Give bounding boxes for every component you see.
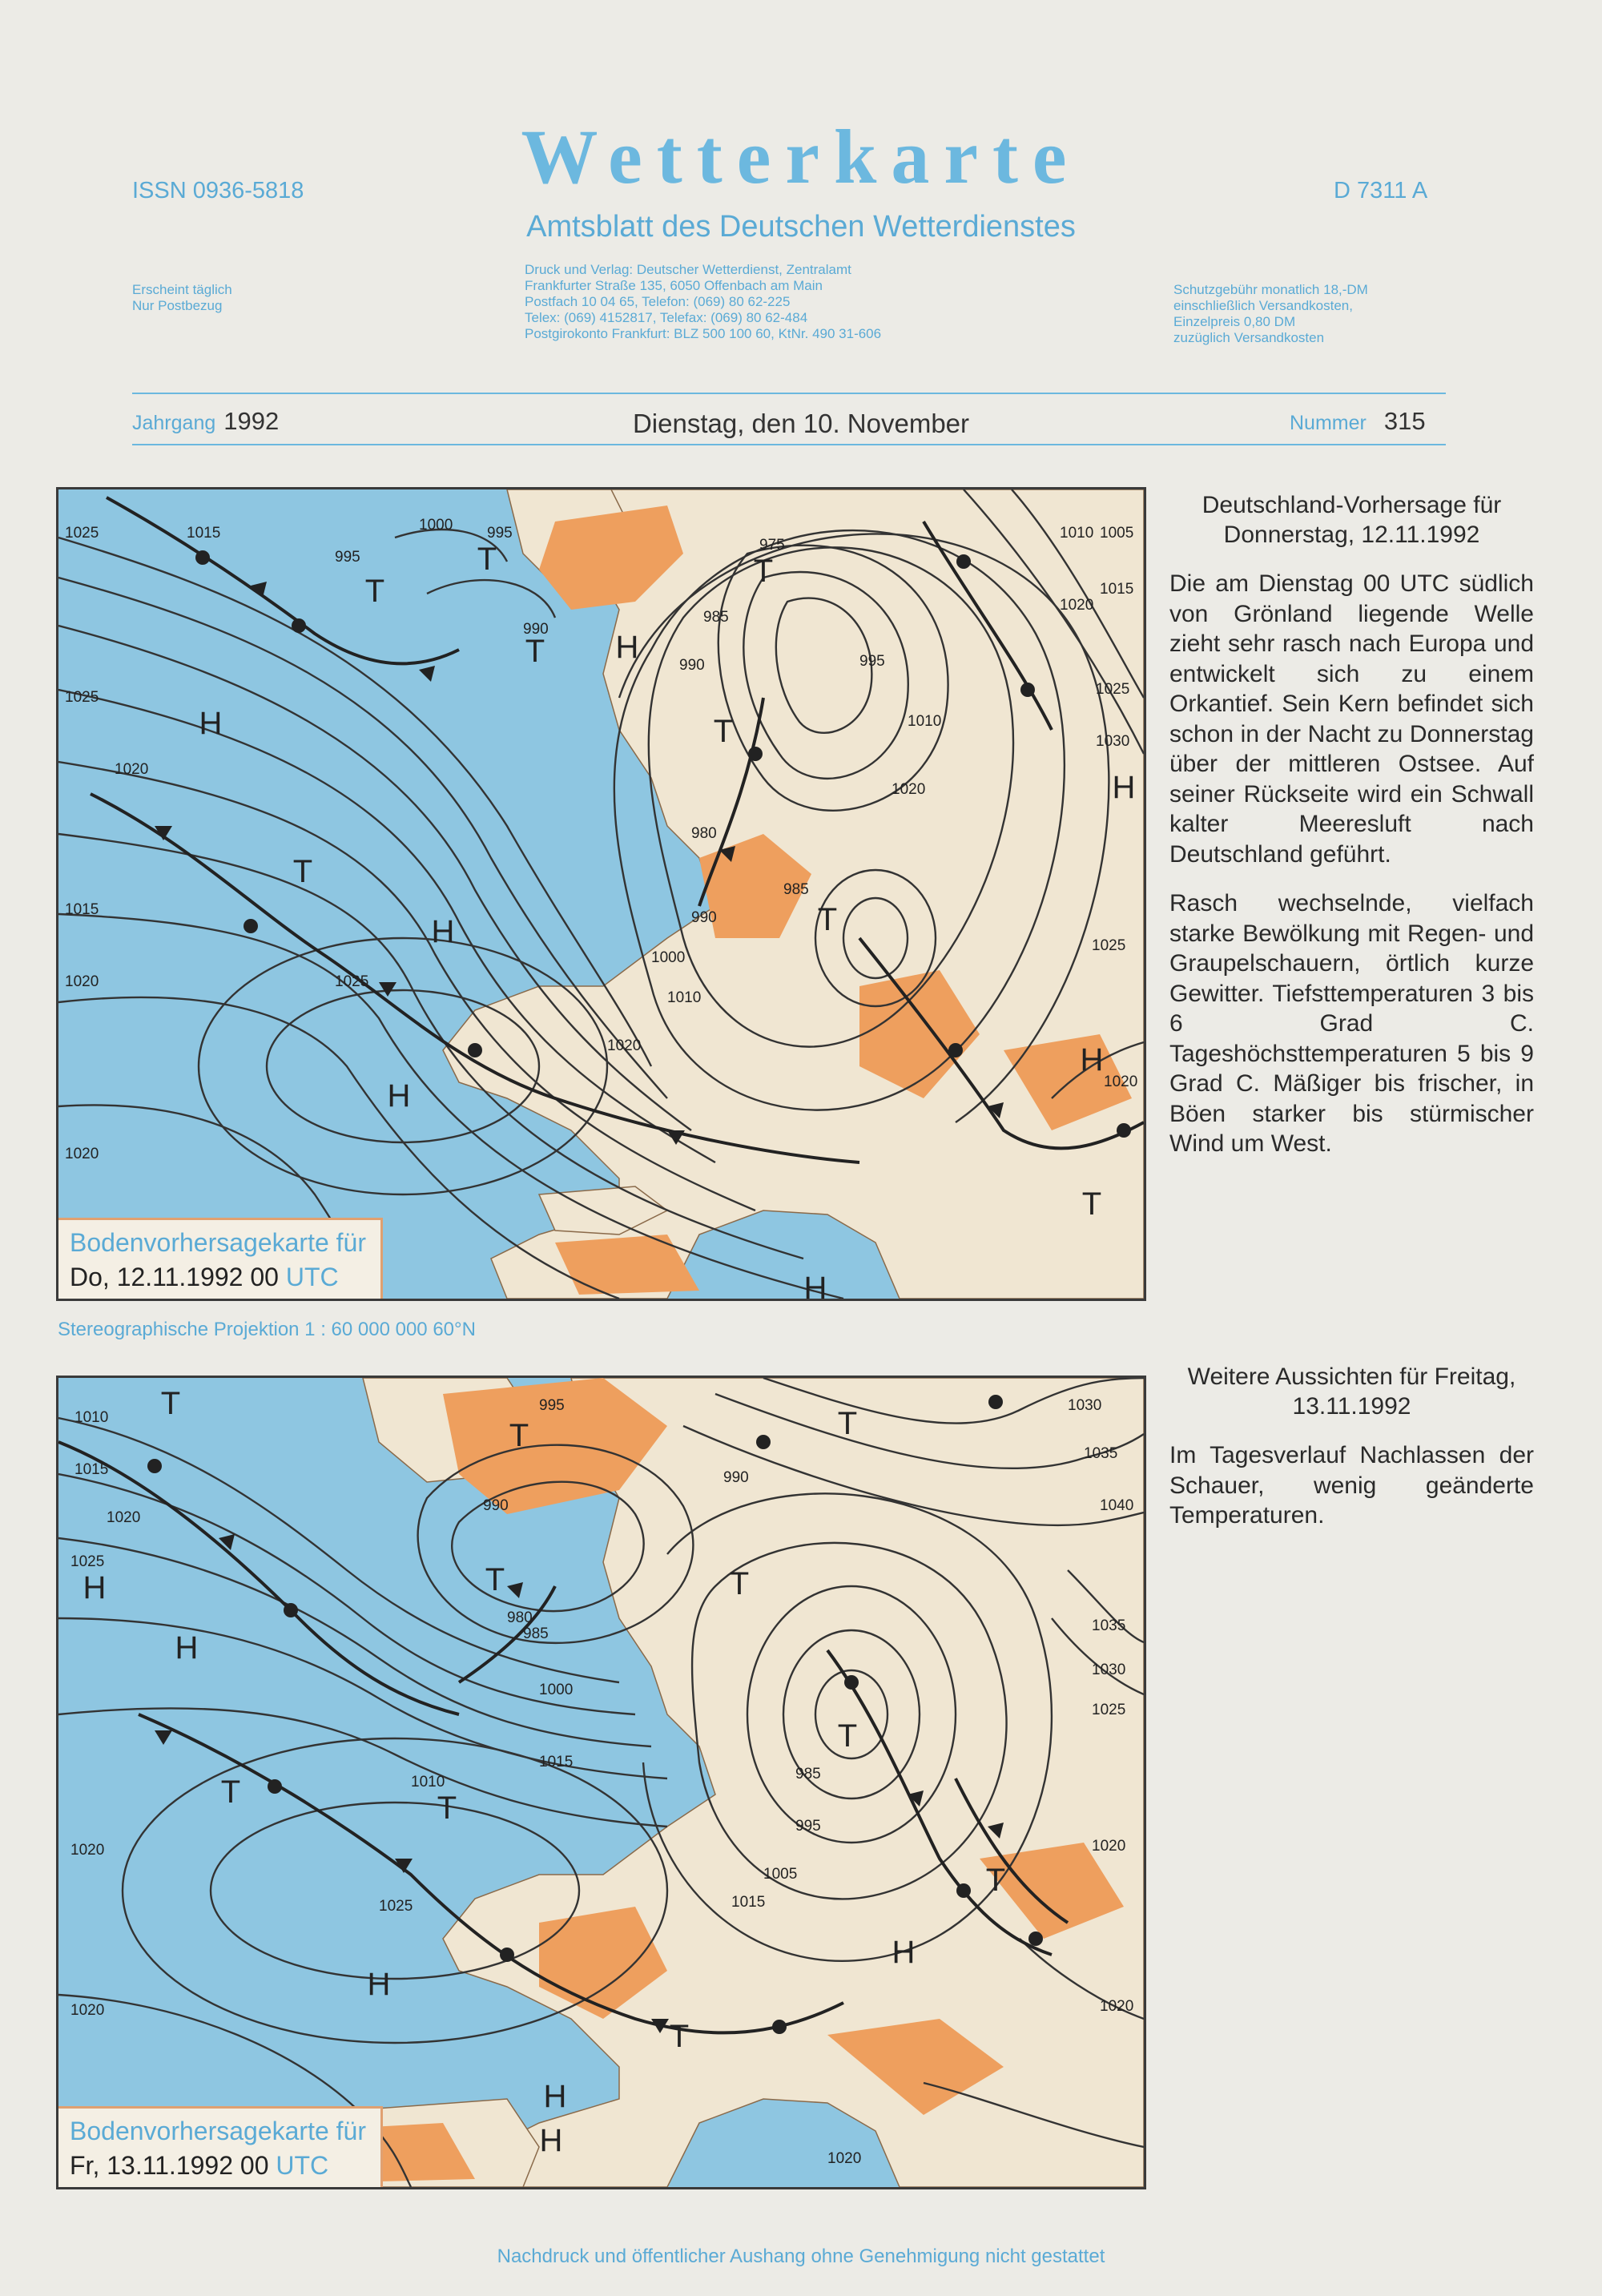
pressure-label: H [175, 1630, 199, 1666]
forecast-map-friday [56, 1376, 1146, 2189]
pressure-label: T [817, 902, 838, 937]
isobar-value: 1015 [731, 1894, 766, 1911]
pressure-label: H [539, 2123, 563, 2158]
isobar-value: 1020 [1100, 1998, 1134, 2015]
price-line: Einzelpreis 0,80 DM [1173, 314, 1296, 329]
isobar-value: 995 [539, 1397, 565, 1414]
publisher-line: Postfach 10 04 65, Telefon: (069) 80 62-225 [525, 294, 791, 309]
isobar-value: 1000 [419, 517, 453, 534]
isobar-value: 1000 [539, 1682, 574, 1698]
pressure-label: T [753, 554, 774, 589]
pressure-label: H [803, 1271, 827, 1299]
isobar-value: 1025 [65, 525, 99, 542]
issn-number: ISSN 0936-5818 [132, 178, 304, 203]
pressure-label: T [837, 1718, 858, 1754]
pressure-label: T [220, 1774, 241, 1810]
isobar-value: 1020 [1092, 1838, 1126, 1855]
projection-note: Stereographische Projektion 1 : 60 000 000 60°N [58, 1319, 476, 1340]
isobar-value: 1025 [70, 1553, 105, 1570]
footer-notice: Nachdruck und öffentlicher Aushang ohne Genehmigung nicht gestattet [497, 2246, 1105, 2267]
pressure-label: T [713, 714, 734, 749]
map-caption [58, 1218, 383, 1299]
caption-utc: UTC [285, 1263, 339, 1291]
isobar-value: 1020 [827, 2150, 862, 2167]
isobar-value: 1030 [1096, 733, 1130, 750]
isobar-value: 1000 [651, 949, 686, 966]
isobar-value: 1025 [65, 689, 99, 706]
pressure-label: T [437, 1790, 457, 1826]
isobar-value: 1015 [65, 901, 99, 918]
price-info [1173, 282, 1368, 346]
pressure-label: T [1081, 1186, 1102, 1222]
isobar-value: 1020 [70, 1842, 105, 1859]
isobar-value: 1025 [1092, 1702, 1126, 1718]
isobar-value: 985 [703, 609, 729, 626]
pressure-label: T [477, 542, 497, 577]
pressure-label: H [431, 914, 455, 949]
caption-date-text: Do, 12.11.1992 00 [70, 1263, 279, 1291]
isobar-value: 1020 [115, 761, 149, 778]
outlook-heading: Weitere Aussichten für Freitag, 13.11.1992 [1187, 1364, 1516, 1420]
isobar-value: 985 [783, 881, 809, 898]
forecast-paragraph: Rasch wechselnde, vielfach starke Bewölkung mit Regen- und Graupelschauern, örtlich kurze Gewitter. Tiefsttemperaturen 3 bis 6 Grad C. Tageshöchsttemperaturen 5 bis 9 Grad C. Mäßiger bis frischer, in Böen starker bis stürmischer Wind um West. [1169, 890, 1534, 1157]
isobar-value: 1035 [1092, 1617, 1126, 1634]
pressure-label: H [615, 630, 639, 665]
isobar-value: 995 [335, 549, 360, 566]
publication-line: Nur Postbezug [132, 298, 223, 313]
pressure-label: H [83, 1570, 107, 1605]
publisher-line: Druck und Verlag: Deutscher Wetterdienst, Zentralamt [525, 262, 851, 277]
isobar-value: 990 [723, 1469, 749, 1486]
pressure-label: H [199, 706, 223, 741]
weather-map-drawing [58, 1378, 1144, 2187]
pressure-label: H [543, 2079, 567, 2114]
isobar-value: 1020 [1104, 1073, 1138, 1090]
isobar-value: 1025 [1096, 681, 1130, 698]
caption-date-text: Fr, 13.11.1992 00 [70, 2151, 269, 2180]
isobar-value: 1010 [411, 1774, 445, 1790]
caption-date [70, 2151, 366, 2181]
issue-date: Dienstag, den 10. November [632, 409, 970, 438]
pressure-label: T [485, 1562, 505, 1597]
price-line: Schutzgebühr monatlich 18,-DM [1173, 282, 1368, 297]
isobar-value: 1040 [1100, 1497, 1134, 1514]
outlook-paragraph: Im Tagesverlauf Nachlassen der Schauer, wenig geänderte Temperaturen. [1169, 1442, 1534, 1529]
pressure-label: H [892, 1935, 916, 1970]
newspaper-title: Wetterkarte [521, 114, 1081, 199]
isobar-value: 1015 [1100, 581, 1134, 598]
pressure-label: H [367, 1967, 391, 2002]
pressure-label: T [837, 1406, 858, 1441]
divider-top [132, 393, 1446, 394]
postal-number: D 7311 A [1334, 178, 1428, 203]
pressure-label: T [669, 2019, 690, 2054]
pressure-label: H [387, 1078, 411, 1114]
newspaper-subtitle: Amtsblatt des Deutschen Wetterdienstes [526, 210, 1076, 244]
caption-date [70, 1263, 366, 1292]
publisher-line: Frankfurter Straße 135, 6050 Offenbach am Main [525, 278, 823, 293]
pressure-label: T [525, 634, 545, 669]
isobar-value: 995 [859, 653, 885, 670]
isobar-value: 1010 [667, 989, 702, 1006]
isobar-value: 995 [795, 1818, 821, 1835]
isobar-value: 1010 [74, 1409, 109, 1426]
isobar-value: 995 [487, 525, 513, 542]
isobar-value: 990 [483, 1497, 509, 1514]
publication-line: Erscheint täglich [132, 282, 232, 297]
publication-note [132, 282, 232, 314]
pressure-label: T [292, 854, 313, 889]
pressure-label: T [985, 1863, 1006, 1898]
volume-label: Jahrgang [132, 412, 216, 434]
isobar-value: 1005 [763, 1866, 798, 1883]
isobar-value: 980 [507, 1609, 533, 1626]
isobar-value: 1015 [74, 1461, 109, 1478]
isobar-value: 985 [795, 1766, 821, 1782]
isobar-value: 1010 [908, 713, 942, 730]
caption-title: Bodenvorhersagekarte für [70, 2117, 366, 2145]
isobar-value: 990 [691, 909, 717, 926]
isobar-value: 1030 [1068, 1397, 1102, 1414]
isobar-value: 1005 [1100, 525, 1134, 542]
caption-utc: UTC [276, 2151, 329, 2180]
pressure-label: T [160, 1386, 181, 1421]
isobar-value: 1020 [107, 1509, 141, 1526]
pressure-label: T [509, 1418, 529, 1453]
isobar-value: 1020 [65, 973, 99, 990]
isobar-value: 1020 [1060, 597, 1094, 614]
pressure-label: T [364, 574, 385, 609]
caption-title: Bodenvorhersagekarte für [70, 1228, 366, 1257]
weather-map-drawing [58, 489, 1144, 1299]
isobar-value: 985 [523, 1625, 549, 1642]
isobar-value: 1025 [1092, 937, 1126, 954]
isobar-value: 1020 [70, 2002, 105, 2019]
number-value: 315 [1383, 407, 1426, 435]
forecast-paragraph: Die am Dienstag 00 UTC südlich von Grönland liegende Welle zieht sehr rasch nach Europa und entwickelt sich zu einem Orkantief. Sein Kern befindet sich schon in der Nacht zu Donnerstag über der mittleren Ostsee. Auf seiner Rückseite wird ein Schwall kalter Meeresluft nach Deutschland geführt. [1169, 570, 1534, 868]
isobar-value: 1030 [1092, 1662, 1126, 1678]
forecast-column [1169, 490, 1534, 1159]
map-caption [58, 2106, 383, 2187]
price-line: zuzüglich Versandkosten [1173, 330, 1325, 345]
publisher-line: Postgirokonto Frankfurt: BLZ 500 100 60, KtNr. 490 31-606 [525, 326, 882, 341]
isobar-value: 990 [679, 657, 705, 674]
isobar-value: 1020 [892, 781, 926, 798]
isobar-value: 1020 [65, 1146, 99, 1162]
isobar-value: 1020 [607, 1037, 642, 1054]
publisher-line: Telex: (069) 4152817, Telefax: (069) 80 62-484 [525, 310, 808, 325]
divider-bottom [132, 444, 1446, 445]
forecast-heading: Deutschland-Vorhersage für Donnerstag, 12.11.1992 [1202, 492, 1502, 548]
isobar-value: 1025 [379, 1898, 413, 1915]
isobar-value: 980 [691, 825, 717, 842]
issue-number [1290, 407, 1426, 436]
publisher-info [525, 262, 881, 342]
pressure-label: H [1080, 1042, 1104, 1078]
pressure-label: H [1112, 770, 1136, 805]
isobar-value: 990 [523, 621, 549, 638]
forecast-map-thursday [56, 487, 1146, 1301]
outlook-column [1169, 1362, 1534, 1531]
volume-value: 1992 [223, 407, 280, 435]
number-label: Nummer [1290, 412, 1367, 434]
isobar-value: 1010 [1060, 525, 1094, 542]
pressure-label: T [729, 1566, 750, 1601]
isobar-value: 1035 [1084, 1445, 1118, 1462]
isobar-value: 975 [759, 537, 785, 554]
isobar-value: 1025 [335, 973, 369, 990]
price-line: einschließlich Versandkosten, [1173, 298, 1353, 313]
isobar-value: 1015 [539, 1754, 574, 1770]
isobar-value: 1015 [187, 525, 221, 542]
